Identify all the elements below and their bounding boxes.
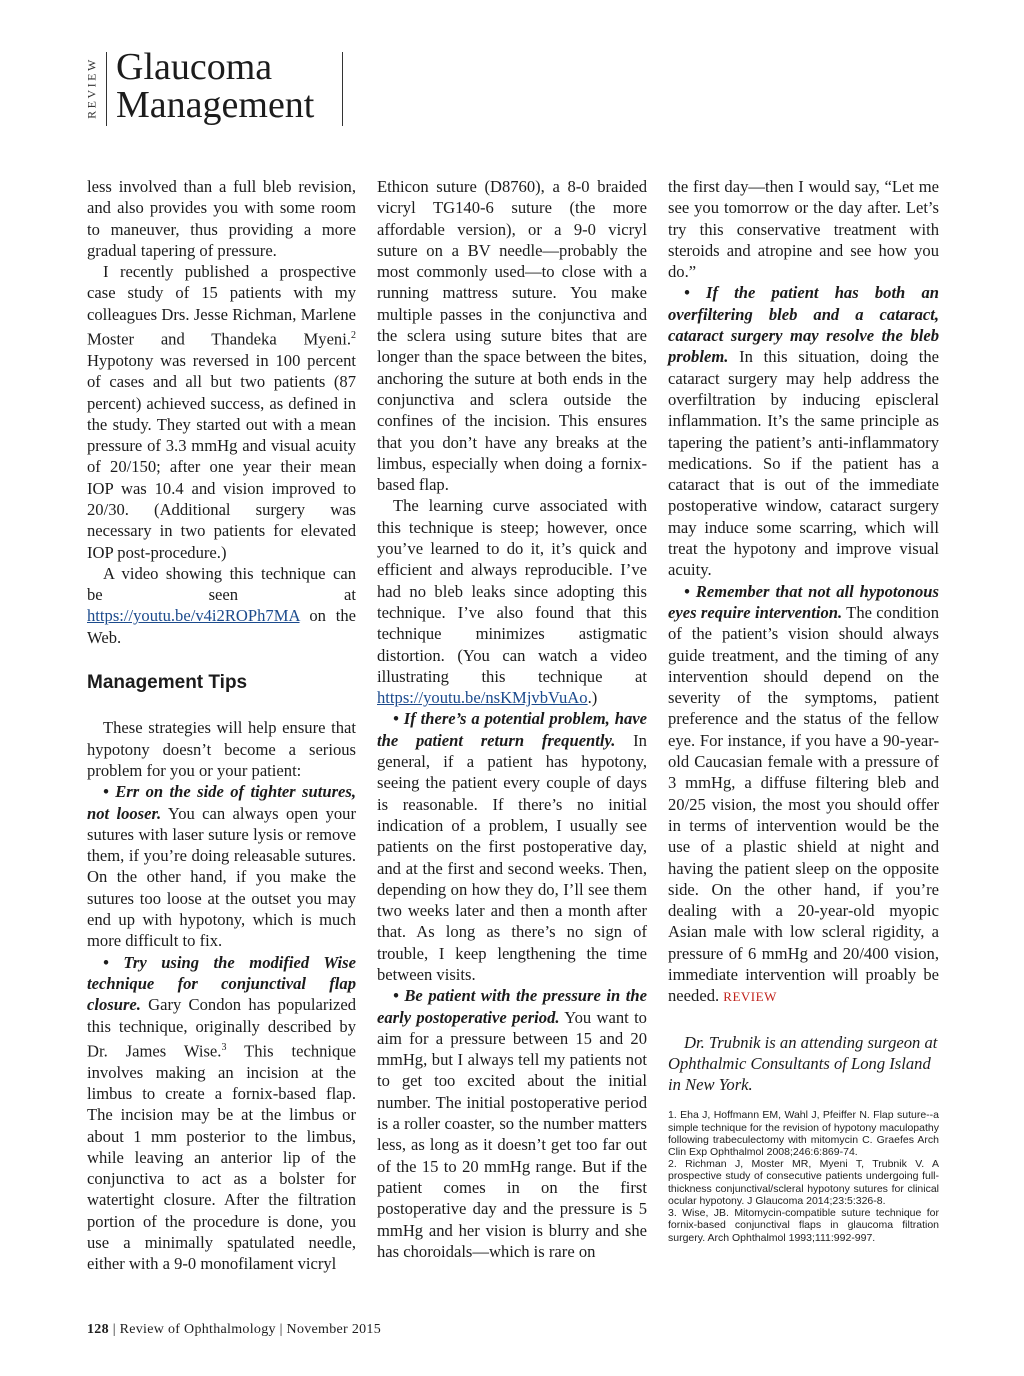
author-bio: Dr. Trubnik is an attending surgeon at Ophthalmic Consultants of Long Island in New York. xyxy=(668,1032,938,1095)
paragraph: A video showing this technique can be seen at https://youtu.be/v4i2ROPh7MA on the Web. xyxy=(87,563,356,647)
column-1 xyxy=(87,176,356,1275)
paragraph: The learning curve associated with this technique is steep; however, once you’ve learned to do it, it’s quick and efficient and always reproducible. I’ve had no bleb leaks since adopting this technique. I’ve also found that this technique minimizes astigmatic distortion. (You can watch a video illustrating this technique at https://youtu.be/nsKMjvbVuAo.) xyxy=(377,496,647,708)
header-divider-right xyxy=(342,52,343,126)
subheading: Management Tips xyxy=(87,672,248,694)
page-footer: 128 | Review of Ophthalmology | November 2015 xyxy=(87,1322,382,1337)
video-link-1[interactable]: https://youtu.be/v4i2ROPh7MA xyxy=(87,606,300,626)
references xyxy=(668,1109,939,1243)
journal-name: Review of Ophthalmology xyxy=(119,1322,276,1337)
reference-item: 2. Richman J, Moster MR, Myeni T, Trubnik V. A prospective study of consecutive patients undergoing full-thickness conjunctival/scleral hypotony sutures for clinical ocular hypotony. J Glaucoma 2014;23:5:326-8. xyxy=(668,1158,939,1207)
video-link-2[interactable]: https://youtu.be/nsKMjvbVuAo xyxy=(377,688,588,708)
header-divider-left xyxy=(106,52,107,126)
issue-date: November 2015 xyxy=(286,1322,382,1337)
tip-paragraph: • If the patient has both an overfiltering bleb and a cataract, cataract surgery may resolve the bleb problem. In this situation, doing the cataract surgery may help address the overfiltration by inducing episcleral inflammation. It’s the same principle as tapering the patient’s anti-inflammatory medications. So if the patient has a cataract that is out of the immediate postoperative window, cataract surgery may induce some scarring, which will treat the hypotony and improve visual acuity. xyxy=(668,283,939,580)
tip-paragraph: • Remember that not all hypotonous eyes require intervention. The condition of the patient’s vision should always guide treatment, and the timing of any intervention should depend on the severity of the symptoms, patient preference and the status of the fellow eye. For instance, if you have a 90-year-old Caucasian female with a pressure of 3 mmHg, a diffuse filtering bleb and 20/25 vision, the most you should offer in terms of intervention would be the use of a plastic shield at night and having the patient sleep on the opposite side. On the other hand, if you’re dealing with a 20-year-old myopic Asian male with low scleral rigidity, a pressure of 6 mmHg and 20/400 vision, immediate intervention will proably be needed. REVIEW xyxy=(668,581,939,1006)
title-line-2: Management xyxy=(116,84,315,126)
paragraph: These strategies will help ensure that hypotony doesn’t become a serious problem for you or your patient: xyxy=(87,718,356,780)
paragraph: less involved than a full bleb revision, and also provides you with some room to maneuver, thus providing a more gradual tapering of pressure. xyxy=(87,177,356,260)
tip-paragraph: • Try using the modified Wise technique for conjunctival flap closure. Gary Condon has popularized this technique, originally described by Dr. James Wise.$^3$ This technique involves making an incision at the limbus to create a fornix-based flap. The incision may be at the limbus or about 1 mm posterior to the limbus, while leaving an anterior lip of the conjunctiva to act as a bolster for watertight closure. After the filtration portion of the procedure is done, you use a minimally spatulated needle, either with a 9-0 monofilament vicryl xyxy=(87,952,356,1274)
section-title xyxy=(116,48,314,124)
review-end-mark: REVIEW xyxy=(723,989,777,1005)
column-3 xyxy=(668,176,939,1244)
paragraph: Ethicon suture (D8760), a 8-0 braided vicryl TG140-6 suture (the more affordable version), or a 9-0 vicryl suture on a BV needle—probably the most commonly used—to close with a running mattress suture. You make multiple passes in the conjunctiva and the sclera using suture bites that are longer than the space between the bites, anchoring the suture at both ends in the conjunctiva and sclera outside the confines of the incision. This ensures that you don’t have any breaks at the limbus, especially when doing a fornix-based flap. xyxy=(377,177,647,495)
paragraph: the first day—then I would say, “Let me see you tomorrow or the day after. Let’s try this conservative treatment with steroids and atropine and see how you do.” xyxy=(668,177,939,282)
page-number: 128 xyxy=(87,1322,109,1337)
tip-paragraph: • If there’s a potential problem, have the patient return frequently. In general, if a patient has hypotony, seeing the patient every couple of days is reasonable. If there’s no initial indication of a problem, I usually see patients on the first postoperative day, and at the first and second weeks. Then, depending on how they do, I’ll see them two weeks later and then a month after that. As long as there’s no sign of trouble, I keep lengthening the time between visits. xyxy=(377,709,647,984)
reference-item: 3. Wise, JB. Mitomycin-compatible suture technique for fornix-based conjunctival flaps in glaucoma filtration surgery. Arch Ophthalmol 1993;111:992-997. xyxy=(668,1207,939,1244)
paragraph: I recently published a prospective case study of 15 patients with my colleagues Drs. Jesse Richman, Marlene Moster and Thandeka Myeni.$^2$ Hypotony was reversed in 100 percent of cases and all but two patients (87 percent) achieved success, as defined in the study. They started out with a mean pressure of 3.3 mmHg and visual acuity of 20/150; after one year their mean IOP was 10.4 and vision improved to 20/30. (Additional surgery was necessary in two patients for elevated IOP post-procedure.) xyxy=(87,262,356,562)
column-2 xyxy=(377,176,647,1262)
title-line-1: Glaucoma xyxy=(116,46,273,88)
reference-item: 1. Eha J, Hoffmann EM, Wahl J, Pfeiffer N. Flap suture--a simple technique for the revision of hypotony maculopathy following trabeculectomy with mitomycin C. Graefes Arch Clin Exp Ophthalmol 2008;246:6:869-74. xyxy=(668,1109,939,1159)
section-label: REVIEW xyxy=(84,57,99,119)
tip-paragraph: • Err on the side of tighter sutures, not looser. You can always open your sutures with laser suture lysis or remove them, if you’re doing releasable sutures. On the other hand, if you make the sutures too loose at the outset you may end up with hypotony, which is much more difficult to fix. xyxy=(87,782,356,951)
tip-paragraph: • Be patient with the pressure in the early postoperative period. You want to aim for a pressure between 15 and 20 mmHg, but I always tell my patients not to get too excited about the initial number. The initial postoperative period is a roller coaster, so the number matters less, as long as it doesn’t get too far out of the 15 to 20 mmHg range. But if the patient comes in on the first postoperative day and the pressure is 5 mmHg and her vision is blurry and she has choroidals—which is rare on xyxy=(377,986,647,1261)
